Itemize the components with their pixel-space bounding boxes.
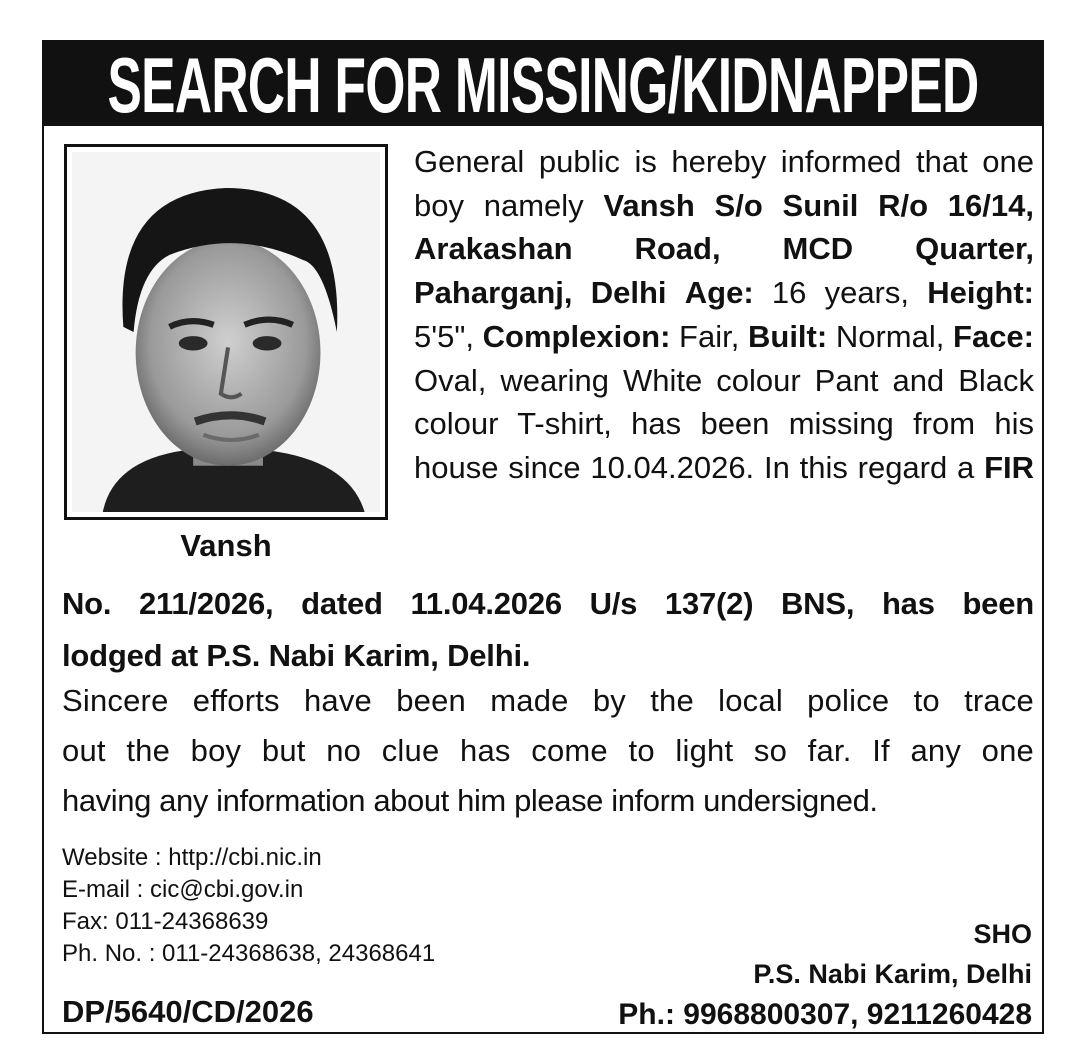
height-label: Height: xyxy=(927,275,1034,311)
fax-line: Fax: 011-24368639 xyxy=(62,908,269,935)
built-label: Built: xyxy=(748,318,828,354)
height-value: 5'5", xyxy=(414,318,483,354)
age-label: Age: xyxy=(684,275,754,311)
signatory-station: P.S. Nabi Karim, Delhi xyxy=(753,959,1032,989)
photo-caption: Vansh xyxy=(180,528,272,563)
notice-description xyxy=(414,140,1034,490)
age-value: 16 years, xyxy=(753,275,928,311)
missing-person-photo xyxy=(64,144,388,520)
person-identity: Vansh S/o Sunil R/o 16/14, Arakashan Road, MCD Quarter, Paharganj, Delhi xyxy=(414,187,1034,311)
appeal-line-2: out the boy but no clue has come to light so far. If any one xyxy=(62,733,1034,768)
signatory-phone: Ph.: 9968800307, 9211260428 xyxy=(618,998,1032,1031)
built-value: Normal, xyxy=(827,318,954,354)
complexion-value: Fair, xyxy=(670,318,748,354)
notice-banner xyxy=(44,42,1042,126)
appeal-paragraph xyxy=(62,676,1034,826)
portrait-image xyxy=(72,152,380,512)
face-and-clothing-text: Oval, wearing White colour Pant and Black colour T-shirt, has been missing from his house since 10.04.2026. In this regard a xyxy=(414,362,1034,485)
website-line: Website : http://cbi.nic.in xyxy=(62,844,322,871)
fir-start: FIR xyxy=(984,449,1034,485)
fir-line-1: No. 211/2026, dated 11.04.2026 U/s 137(2) BNS, has been xyxy=(62,586,1034,621)
signatory-block xyxy=(618,914,1032,1036)
dp-reference-number: DP/5640/CD/2026 xyxy=(62,994,314,1029)
banner-title: SEARCH FOR MISSING/KIDNAPPED xyxy=(107,42,979,126)
signatory-title: SHO xyxy=(973,919,1032,949)
appeal-line-1: Sincere efforts have been made by the local police to trace xyxy=(62,683,1034,718)
email-line: E-mail : cic@cbi.gov.in xyxy=(62,876,304,903)
missing-person-notice xyxy=(42,40,1044,1034)
complexion-label: Complexion: xyxy=(482,318,671,354)
contact-block xyxy=(62,842,582,970)
intro-text: General public is hereby informed that one boy namely xyxy=(414,144,1034,223)
face-label: Face: xyxy=(953,318,1034,354)
phone-line: Ph. No. : 011-24368638, 24368641 xyxy=(62,940,436,967)
fir-details xyxy=(62,578,1034,682)
appeal-line-3: having any information about him please inform undersigned. xyxy=(62,783,878,818)
fir-line-2: lodged at P.S. Nabi Karim, Delhi. xyxy=(62,638,531,673)
